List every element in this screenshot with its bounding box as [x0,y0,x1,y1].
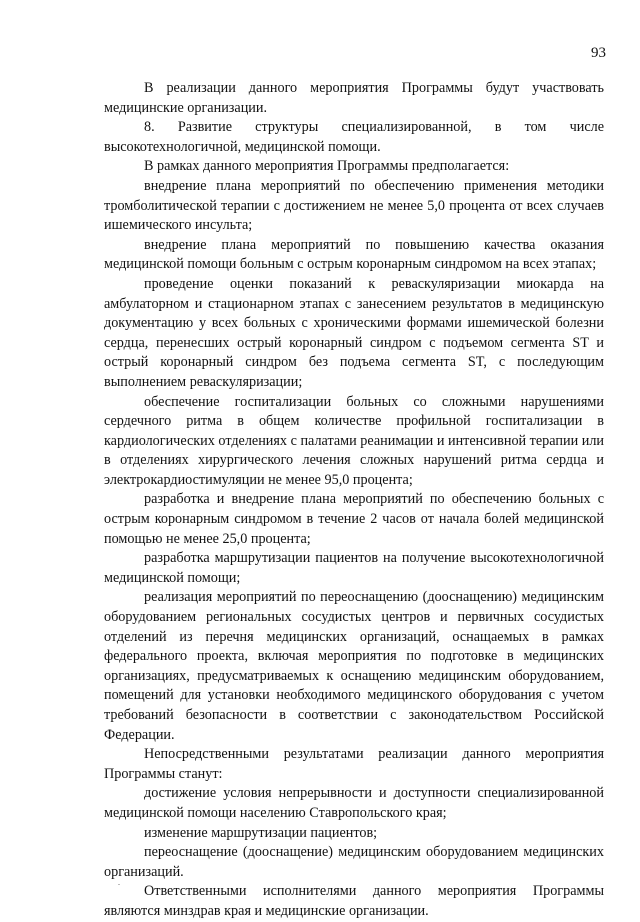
list-item: проведение оценки показаний к реваскуляризации миокарда на амбулаторном и стационарном этапах с занесением результатов в медицинскую документацию у всех больных с хроническими формами ишемической болезни сердца, перенесших острый коронарный синдром с подъемом сегмента ST и острый коронарный синдром без подъема сегмента ST, с последующим выполнением реваскуляризации; [104,275,604,390]
list-item: внедрение плана мероприятий по повышению качества оказания медицинской помощи больным с острым коронарным синдромом на всех этапах; [104,236,604,273]
list-item: внедрение плана мероприятий по обеспечению применения методики тромболитической терапии с достижением не менее 5,0 процента от всех случаев ишемического инсульта; [104,177,604,234]
paragraph: Непосредственными результатами реализации данного мероприятия Программы станут: [104,746,604,782]
list-item: разработка маршрутизации пациентов на получение высокотехнологичной медицинской помощи; [104,550,604,586]
document-body [104,79,604,922]
list-item: переоснащение (дооснащение) медицинским оборудованием медицинских организаций. [104,844,604,880]
list-item: реализация мероприятий по переоснащению (дооснащению) медицинским оборудованием региональных сосудистых центров и первичных сосудистых отделений из перечня медицинских организаций, оснащаемых в рамках федерального проекта, включая мероприятия по подготовке в медицинских организациях, предусматриваемых к оснащению медицинским оборудованием, помещений для установки необходимого медицинского оборудования с учетом требований безопасности в соответствии с законодательством Российской Федерации. [104,589,604,743]
section-heading: 8. Развитие структуры специализированной, в том числе высокотехнологичной, медицинской помощи. [104,119,604,155]
scan-speck [118,884,120,885]
list-item: достижение условия непрерывности и доступности специализированной медицинской помощи населению Ставропольского края; [104,785,604,821]
list-item: разработка и внедрение плана мероприятий по обеспечению больных с острым коронарным синдромом в течение 2 часов от начала болей медицинской помощью не менее 25,0 процента; [104,491,604,547]
paragraph: В реализации данного мероприятия Программы будут участвовать медицинские организации. [104,80,604,116]
list-item: обеспечение госпитализации больных со сложными нарушениями сердечного ритма в общем количестве профильной госпитализации в кардиологических отделениях с палатами реанимации и интенсивной терапии или в отделениях хирургического лечения сложных нарушений ритма сердца и электрокардиостимуляции не менее 95,0 процента; [104,393,604,488]
paragraph: В рамках данного мероприятия Программы предполагается: [144,158,510,175]
paragraph: Ответственными исполнителями данного мероприятия Программы являются минздрав края и медицинские организации. [104,883,604,919]
list-item: изменение маршрутизации пациентов; [144,824,378,841]
page-number: 93 [591,45,606,61]
